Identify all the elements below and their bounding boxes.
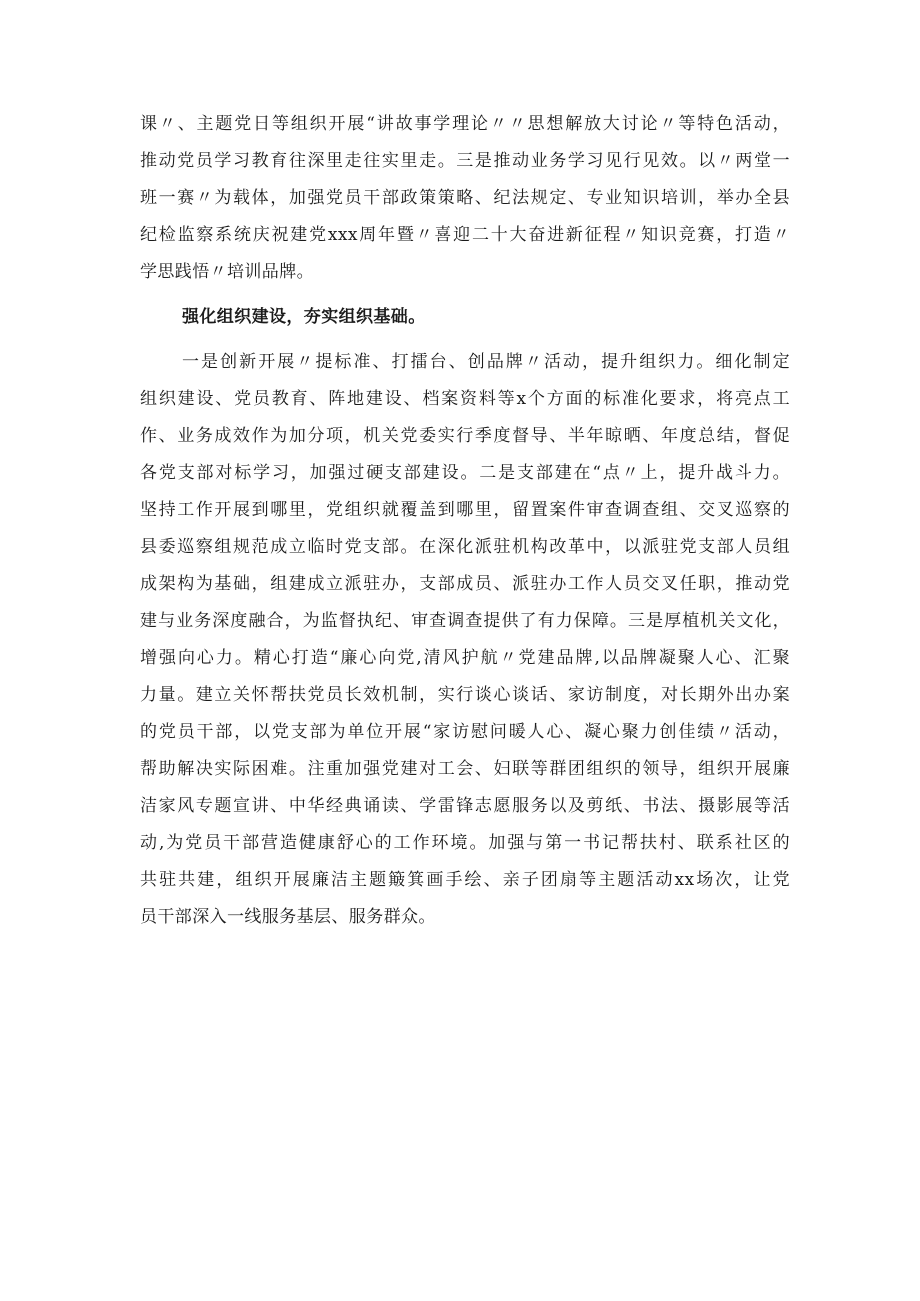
paragraph-study-education (140, 113, 790, 284)
section-heading: 强化组织建设，夯实组织基础。 (182, 307, 426, 327)
text-line: 纪检监察系统庆祝建党xxx周年暨〃喜迎二十大奋进新征程〃知识竞赛，打造〃 (140, 225, 790, 245)
text-line: 组织建设、党员教育、阵地建设、档案资料等x个方面的标准化要求，将亮点工 (140, 389, 790, 409)
text-line: 县委巡察组规范成立临时党支部。在深化派驻机构改革中，以派驻党支部人员组 (140, 537, 790, 557)
text-line: 动,为党员干部营造健康舒心的工作环境。加强与第一书记帮扶村、联系社区的 (140, 833, 790, 853)
text-line: 共驻共建，组织开展廉洁主题簸箕画手绘、亲子团扇等主题活动xx场次，让党 (140, 870, 790, 890)
document-body (140, 113, 790, 943)
text-line: 班一赛〃为载体，加强党员干部政策策略、纪法规定、专业知识培训，举办全县 (140, 188, 790, 208)
text-line: 学思践悟〃培训品牌。 (140, 262, 314, 282)
text-line: 坚持工作开展到哪里，党组织就覆盖到哪里，留置案件审查调查组、交叉巡察的 (140, 500, 790, 520)
text-line: 作、业务成效作为加分项，机关党委实行季度督导、半年晾晒、年度总结，督促 (140, 426, 790, 446)
text-line: 的党员干部，以党支部为单位开展“家访慰问暖人心、凝心聚力创佳绩〃活动， (140, 722, 790, 742)
text-line: 员干部深入一线服务基层、服务群众。 (140, 907, 436, 927)
text-line: 建与业务深度融合，为监督执纪、审查调查提供了有力保障。三是厚植机关文化， (140, 611, 790, 631)
text-line: 成架构为基础，组建成立派驻办，支部成员、派驻办工作人员交叉任职，推动党 (140, 574, 790, 594)
text-line: 课〃、主题党日等组织开展“讲故事学理论〃〃思想解放大讨论〃等特色活动， (140, 114, 790, 134)
text-line: 推动党员学习教育往深里走往实里走。三是推动业务学习见行见效。以〃两堂一 (140, 151, 790, 171)
text-line: 洁家风专题宣讲、中华经典诵读、学雷锋志愿服务以及剪纸、书法、摄影展等活 (140, 796, 790, 816)
paragraph-organization-building (140, 351, 790, 929)
text-line: 各党支部对标学习，加强过硬支部建设。二是支部建在“点〃上，提升战斗力。 (140, 463, 790, 483)
text-line: 帮助解决实际困难。注重加强党建对工会、妇联等群团组织的领导，组织开展廉 (140, 759, 790, 779)
text-line: 力量。建立关怀帮扶党员长效机制，实行谈心谈话、家访制度，对长期外出办案 (140, 685, 790, 705)
text-line: 一是创新开展〃提标准、打擂台、创品牌〃活动，提升组织力。细化制定 (182, 352, 790, 372)
text-line: 增强向心力。精心打造“廉心向党,清风护航〃党建品牌,以品牌凝聚人心、汇聚 (140, 648, 790, 668)
